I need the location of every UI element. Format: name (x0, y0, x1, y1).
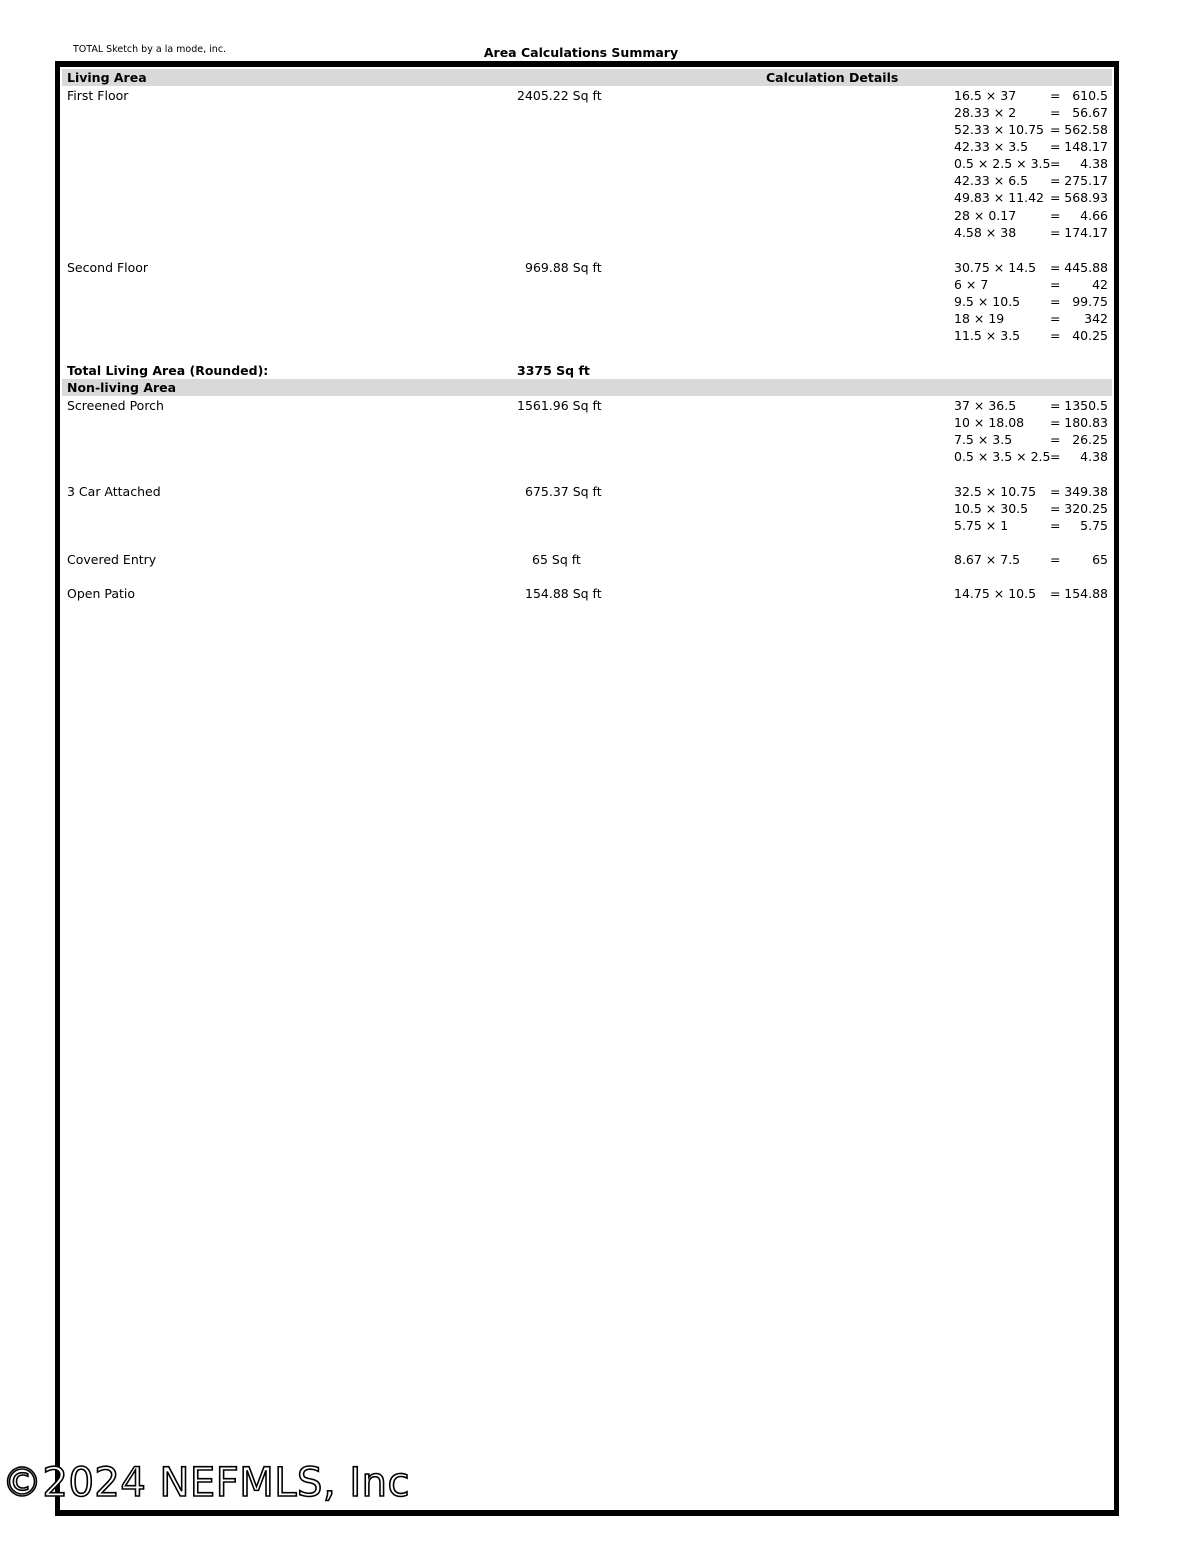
calc-result: 5.75 (1080, 518, 1108, 533)
calc-expr: 4.58 × 38 (954, 225, 1017, 240)
calc-result: 4.38 (1080, 449, 1108, 464)
calc-result: 320.25 (1064, 501, 1108, 516)
calc-expr: 0.5 × 2.5 × 3.5 (954, 156, 1051, 171)
calc-expr: 52.33 × 10.75 (954, 122, 1044, 137)
calc-equals: = (1050, 518, 1061, 533)
calc-equals: = (1050, 328, 1061, 343)
area-value-first-floor: 2405.22 Sq ft (517, 88, 602, 103)
calc-expr: 9.5 × 10.5 (954, 294, 1021, 309)
calc-result: 154.88 (1064, 586, 1108, 601)
calc-equals: = (1050, 139, 1061, 154)
calc-equals: = (1050, 88, 1061, 103)
total-living-area-value: 3375 Sq ft (517, 363, 590, 378)
area-name-second-floor: Second Floor (67, 260, 149, 275)
calc-expr: 49.83 × 11.42 (954, 190, 1044, 205)
area-value-second-floor: 969.88 Sq ft (525, 260, 602, 275)
calc-result: 4.38 (1080, 156, 1108, 171)
calc-result: 40.25 (1072, 328, 1108, 343)
calc-equals: = (1050, 586, 1061, 601)
non-living-area-header-band (62, 379, 1112, 396)
calc-result: 180.83 (1064, 415, 1108, 430)
calculation-details-heading: Calculation Details (766, 70, 899, 85)
calc-equals: = (1050, 105, 1061, 120)
calc-expr: 42.33 × 6.5 (954, 173, 1029, 188)
calc-expr: 37 × 36.5 (954, 398, 1017, 413)
calc-equals: = (1050, 311, 1061, 326)
calc-equals: = (1050, 225, 1061, 240)
calc-equals: = (1050, 260, 1061, 275)
area-name-covered-entry: Covered Entry (67, 552, 157, 567)
calc-result: 42 (1092, 277, 1108, 292)
calc-expr: 16.5 × 37 (954, 88, 1017, 103)
area-name-screened-porch: Screened Porch (67, 398, 164, 413)
calc-result: 342 (1084, 311, 1108, 326)
calc-expr: 28.33 × 2 (954, 105, 1017, 120)
calc-expr: 28 × 0.17 (954, 208, 1017, 223)
area-value-open-patio: 154.88 Sq ft (525, 586, 602, 601)
calc-expr: 6 × 7 (954, 277, 989, 292)
calc-expr: 10.5 × 30.5 (954, 501, 1029, 516)
calc-result: 99.75 (1072, 294, 1108, 309)
calc-equals: = (1050, 552, 1061, 567)
calc-result: 275.17 (1064, 173, 1108, 188)
calc-equals: = (1050, 208, 1061, 223)
calc-equals: = (1050, 398, 1061, 413)
calc-result: 56.67 (1072, 105, 1108, 120)
calc-expr: 30.75 × 14.5 (954, 260, 1037, 275)
calc-result: 445.88 (1064, 260, 1108, 275)
copyright-watermark: ©2024 NEFMLS, Inc (2, 1460, 410, 1506)
calc-expr: 5.75 × 1 (954, 518, 1009, 533)
calc-expr: 7.5 × 3.5 (954, 432, 1013, 447)
non-living-area-heading: Non-living Area (67, 380, 177, 395)
calc-expr: 18 × 19 (954, 311, 1005, 326)
calc-expr: 11.5 × 3.5 (954, 328, 1021, 343)
area-name-open-patio: Open Patio (67, 586, 136, 601)
calc-equals: = (1050, 190, 1061, 205)
calc-expr: 32.5 × 10.75 (954, 484, 1037, 499)
calc-equals: = (1050, 415, 1061, 430)
area-value-screened-porch: 1561.96 Sq ft (517, 398, 602, 413)
calc-equals: = (1050, 294, 1061, 309)
calc-result: 4.66 (1080, 208, 1108, 223)
calc-expr: 14.75 × 10.5 (954, 586, 1037, 601)
area-name-3-car-attached: 3 Car Attached (67, 484, 161, 499)
calc-result: 349.38 (1064, 484, 1108, 499)
calc-expr: 0.5 × 3.5 × 2.5 (954, 449, 1051, 464)
calc-result: 174.17 (1064, 225, 1108, 240)
area-value-3-car-attached: 675.37 Sq ft (525, 484, 602, 499)
calc-equals: = (1050, 173, 1061, 188)
living-area-header-band (62, 69, 1112, 86)
calc-equals: = (1050, 122, 1061, 137)
area-value-covered-entry: 65 Sq ft (532, 552, 581, 567)
calc-equals: = (1050, 501, 1061, 516)
software-brand: TOTAL Sketch by a la mode, inc. (73, 44, 227, 55)
calc-result: 562.58 (1064, 122, 1108, 137)
calc-result: 148.17 (1064, 139, 1108, 154)
calc-result: 65 (1092, 552, 1108, 567)
living-area-heading: Living Area (67, 70, 147, 85)
calc-equals: = (1050, 449, 1061, 464)
calc-expr: 8.67 × 7.5 (954, 552, 1021, 567)
document-title: Area Calculations Summary (483, 45, 679, 60)
calc-equals: = (1050, 156, 1061, 171)
calc-equals: = (1050, 432, 1061, 447)
calc-equals: = (1050, 277, 1061, 292)
calc-equals: = (1050, 484, 1061, 499)
calc-expr: 42.33 × 3.5 (954, 139, 1029, 154)
calc-result: 568.93 (1064, 190, 1108, 205)
calc-expr: 10 × 18.08 (954, 415, 1025, 430)
calc-result: 1350.5 (1064, 398, 1108, 413)
calc-result: 26.25 (1072, 432, 1108, 447)
calc-result: 610.5 (1072, 88, 1108, 103)
total-living-area-label: Total Living Area (Rounded): (67, 363, 269, 378)
area-name-first-floor: First Floor (67, 88, 129, 103)
